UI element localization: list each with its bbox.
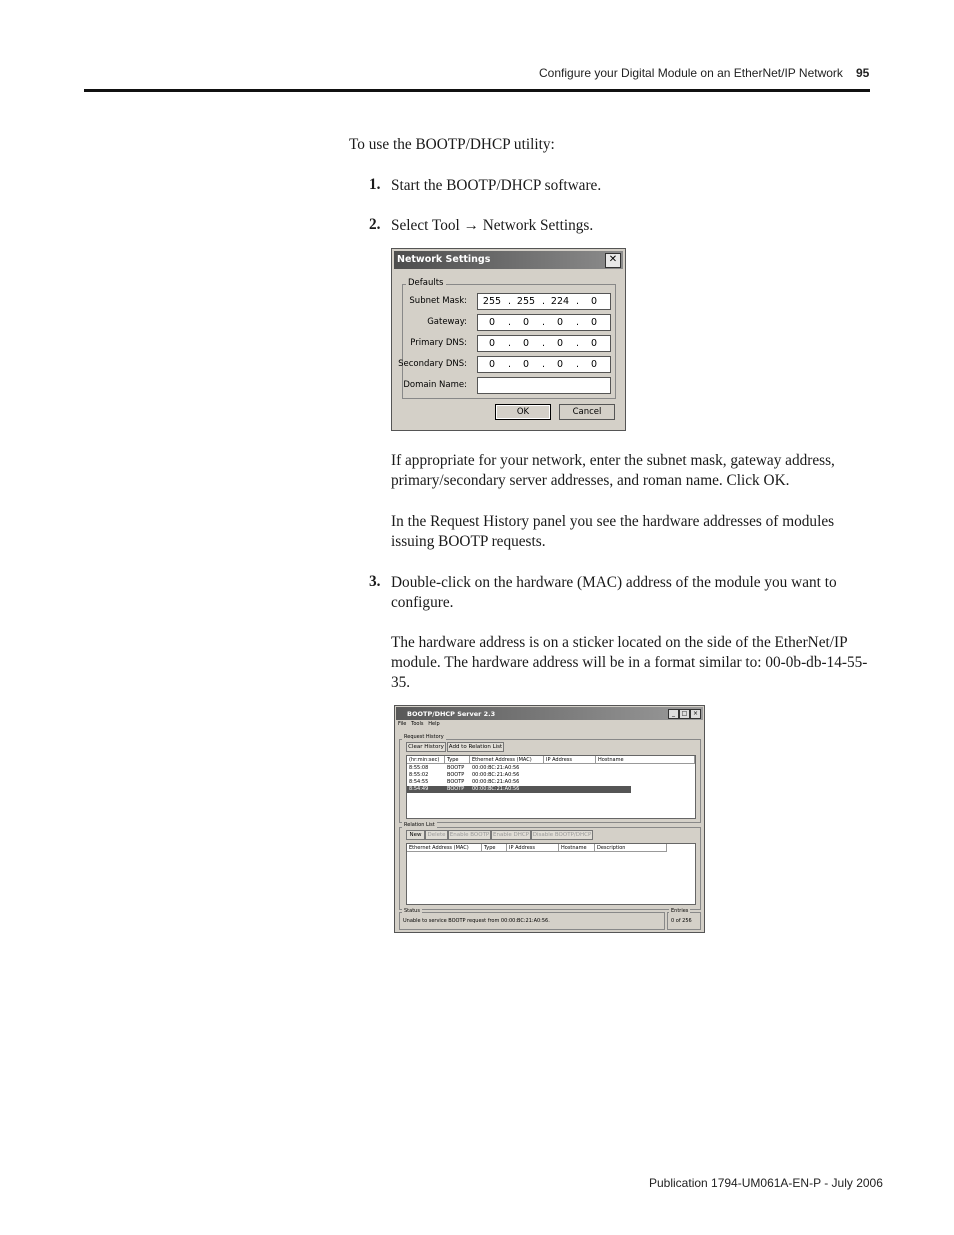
octet: 0 (590, 296, 598, 307)
octet: 0 (590, 359, 598, 370)
cell: 8:55:08 (409, 765, 429, 771)
history-row[interactable] (407, 779, 695, 786)
request-history-paragraph: In the Request History panel you see the hardware addresses of modules issuing BOOTP requests. (391, 513, 835, 550)
cell: 00:00:BC:21:A0:56 (472, 779, 520, 785)
dialog-titlebar (394, 251, 623, 269)
dot: . (576, 338, 580, 349)
column-header[interactable]: IP Address (544, 756, 596, 764)
menu-help[interactable]: Help (428, 721, 440, 727)
gateway-field[interactable] (477, 314, 611, 331)
request-history-legend: Request History (404, 734, 444, 740)
column-header[interactable]: Description (595, 844, 667, 852)
entries-legend: Entries (671, 908, 689, 914)
cancel-button[interactable]: Cancel (559, 404, 615, 420)
subnet-mask-label: Subnet Mask: (409, 296, 467, 306)
dot: . (576, 296, 580, 307)
octet: 0 (556, 338, 564, 349)
delete-button[interactable]: Delete (425, 830, 448, 840)
cell: 8:54:49 (409, 786, 429, 792)
dot: . (508, 296, 512, 307)
clear-history-button[interactable]: Clear History (406, 742, 446, 752)
dot: . (542, 338, 546, 349)
step-3-text: Double-click on the hardware (MAC) address of the module you want to configure. (391, 574, 837, 611)
column-header[interactable]: Hostname (559, 844, 595, 852)
request-history-list[interactable] (406, 755, 696, 819)
relation-list[interactable] (406, 843, 696, 905)
dot: . (542, 317, 546, 328)
history-row[interactable] (407, 772, 695, 779)
gateway-label: Gateway: (427, 317, 467, 327)
step-3-number: 3. (369, 573, 381, 590)
octet: 0 (556, 359, 564, 370)
column-header[interactable]: Ethernet Address (MAC) (470, 756, 544, 764)
cell: BOOTP (447, 786, 465, 792)
history-row[interactable] (407, 765, 695, 772)
status-legend: Status (404, 908, 420, 914)
cell: 00:00:BC:21:A0:56 (472, 765, 520, 771)
header-rule (84, 89, 870, 92)
column-header[interactable]: Ethernet Address (MAC) (407, 844, 482, 852)
maximize-icon[interactable]: □ (679, 709, 690, 719)
dot: . (576, 317, 580, 328)
octet: 0 (488, 317, 496, 328)
octet: 0 (590, 338, 598, 349)
octet: 0 (522, 317, 530, 328)
octet: 0 (488, 338, 496, 349)
new-button[interactable]: New (406, 830, 425, 840)
column-header[interactable]: Hostname (596, 756, 695, 764)
close-icon[interactable]: × (690, 709, 701, 719)
step-2-number: 2. (369, 216, 381, 233)
hardware-address-paragraph: The hardware address is on a sticker located on the side of the EtherNet/IP module. The hardware address will be in a format similar to: 00-0b-db-14-55-35. (391, 634, 868, 691)
bootp-title: BOOTP/DHCP Server 2.3 (407, 710, 496, 718)
cell: BOOTP (447, 779, 465, 785)
octet: 0 (556, 317, 564, 328)
step-1-text: Start the BOOTP/DHCP software. (391, 177, 602, 194)
octet: 0 (522, 359, 530, 370)
minimize-icon[interactable]: _ (668, 709, 679, 719)
history-row-selected[interactable] (407, 786, 631, 793)
bootp-server-window (394, 705, 705, 933)
enable-bootp-button[interactable]: Enable BOOTP (449, 832, 490, 838)
octet: 0 (488, 359, 496, 370)
enable-dhcp-button[interactable]: Enable DHCP (492, 832, 529, 838)
status-text: Unable to service BOOTP request from 00:00:BC:21:A0:56. (403, 918, 550, 924)
secondary-dns-label: Secondary DNS: (398, 359, 467, 369)
primary-dns-field[interactable] (477, 335, 611, 352)
cell: BOOTP (447, 765, 465, 771)
close-icon[interactable]: ✕ (605, 253, 621, 268)
dot: . (576, 359, 580, 370)
menu-tools[interactable]: Tools (411, 721, 424, 727)
domain-name-field[interactable] (477, 377, 611, 394)
domain-name-label: Domain Name: (403, 380, 467, 390)
dot: . (542, 359, 546, 370)
step-1-number: 1. (369, 176, 381, 193)
octet: 255 (516, 296, 536, 307)
menu-file[interactable]: File (398, 721, 407, 727)
octet: 0 (522, 338, 530, 349)
cell: 8:55:02 (409, 772, 429, 778)
menu-bar (398, 721, 440, 727)
dot: . (508, 338, 512, 349)
cell: 8:54:55 (409, 779, 429, 785)
defaults-legend: Defaults (408, 278, 444, 288)
bootp-titlebar (396, 707, 703, 720)
network-settings-paragraph: If appropriate for your network, enter the subnet mask, gateway address, primary/secondary server addresses, and roman name. Click OK. (391, 452, 835, 489)
octet: 224 (550, 296, 570, 307)
step-2-text: Select Tool → Network Settings. (391, 217, 594, 234)
column-header[interactable]: Type (482, 844, 507, 852)
column-header[interactable]: (hr:min:sec) (407, 756, 445, 764)
secondary-dns-field[interactable] (477, 356, 611, 373)
subnet-mask-field[interactable] (477, 293, 611, 310)
dot: . (542, 296, 546, 307)
publication-footer: Publication 1794-UM061A-EN-P - July 2006 (649, 1176, 883, 1190)
dialog-title: Network Settings (397, 254, 491, 265)
relation-list-legend: Relation List (404, 822, 435, 828)
disable-bootp-dhcp-button[interactable]: Disable BOOTP/DHCP (532, 832, 592, 838)
network-settings-dialog (391, 248, 626, 431)
octet: 255 (482, 296, 502, 307)
page-number: 95 (856, 66, 870, 80)
cell: 00:00:BC:21:A0:56 (472, 786, 520, 792)
running-header-title: Configure your Digital Module on an EtherNet/IP Network (539, 66, 843, 80)
column-header[interactable]: IP Address (507, 844, 559, 852)
intro-text: To use the BOOTP/DHCP utility: (349, 136, 555, 153)
column-header[interactable]: Type (445, 756, 470, 764)
add-to-relation-list-button[interactable]: Add to Relation List (448, 744, 503, 750)
cell: BOOTP (447, 772, 465, 778)
dot: . (508, 359, 512, 370)
ok-button[interactable]: OK (495, 404, 551, 420)
dot: . (508, 317, 512, 328)
entries-value: 0 of 256 (671, 918, 692, 924)
octet: 0 (590, 317, 598, 328)
cell: 00:00:BC:21:A0:56 (472, 772, 520, 778)
primary-dns-label: Primary DNS: (410, 338, 467, 348)
